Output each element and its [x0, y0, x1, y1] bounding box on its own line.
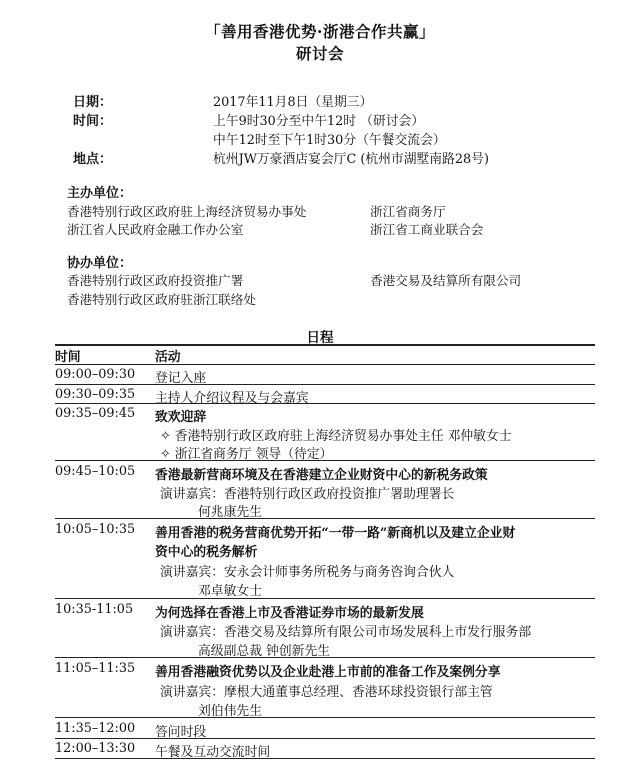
host-org: 香港特别行政区政府驻上海经济贸易办事处: [67, 204, 307, 219]
co-organizer-org: 香港特别行政区政府投资推广署: [67, 273, 244, 288]
row-activity-speaker: 演讲嘉宾：安永会计师事务所税务与商务咨询合伙人: [160, 565, 455, 580]
row-time: 09:00–09:30: [55, 367, 136, 382]
row-activity: 主持人介绍议程及与会嘉宾: [155, 391, 309, 406]
row-divider: [55, 738, 595, 739]
row-activity-item: ✧ 香港特别行政区政府驻上海经济贸易办事处主任 邓仲敏女士: [160, 429, 512, 444]
event-subtitle: 研讨会: [295, 44, 344, 63]
table-top-rule: [55, 344, 595, 346]
time-value-seminar: 上午9时30分至中午12时 （研讨会）: [213, 114, 425, 129]
row-time: 10:05–10:35: [55, 522, 136, 537]
place-value: 杭州JW万豪酒店宴会厅C (杭州市湖墅南路28号): [213, 152, 489, 167]
row-time: 09:45–10:05: [55, 464, 136, 479]
header-time: 时间: [55, 350, 81, 365]
row-activity-title: 善用香港融资优势以及企业赴港上市前的准备工作及案例分享: [155, 665, 501, 680]
co-organizers-label: 协办单位：: [67, 256, 133, 271]
row-time: 11:35–12:00: [55, 721, 136, 736]
row-divider: [55, 598, 595, 599]
time-label: 时间：: [73, 114, 113, 129]
row-activity-title: 致欢迎辞: [155, 410, 207, 425]
co-organizer-org: 香港特别行政区政府驻浙江联络处: [67, 292, 256, 307]
host-org: 浙江省工商业联合会: [370, 222, 484, 237]
co-organizer-org: 香港交易及结算所有限公司: [370, 273, 522, 288]
row-time: 12:00–13:30: [55, 741, 136, 756]
row-divider: [55, 403, 595, 404]
row-activity: 午餐及互动交流时间: [155, 745, 271, 760]
row-activity: 登记入座: [155, 371, 207, 386]
row-time: 09:35–09:45: [55, 406, 136, 421]
header-activity: 活动: [155, 350, 181, 365]
host-org: 浙江省商务厅: [370, 204, 446, 219]
row-divider: [55, 717, 595, 718]
row-activity: 答问时段: [155, 725, 207, 740]
row-activity-title: 为何选择在香港上市及香港证券市场的最新发展: [155, 606, 424, 621]
date-value: 2017年11月8日（星期三）: [213, 95, 373, 110]
date-label: 日期：: [73, 95, 113, 110]
time-value-lunch: 中午12时至下午1时30分（午餐交流会）: [213, 133, 446, 148]
row-divider: [55, 460, 595, 461]
row-activity-speaker-name: 何兆康先生: [198, 505, 262, 520]
table-bottom-rule: [55, 758, 595, 759]
row-divider: [55, 384, 595, 385]
row-divider: [55, 657, 595, 658]
row-activity-title: 资中心的税务解析: [155, 545, 258, 560]
place-label: 地点：: [73, 152, 113, 167]
row-time: 09:30–09:35: [55, 387, 136, 402]
row-activity-speaker: 演讲嘉宾：香港特别行政区政府投资推广署助理署长: [160, 487, 455, 502]
schedule-title: 日程: [306, 330, 334, 346]
row-time: 10:35-11:05: [55, 602, 134, 617]
hosts-label: 主办单位：: [67, 186, 133, 201]
row-activity-speaker-name: 邓卓敏女士: [198, 584, 262, 599]
row-activity-title: 善用香港的税务营商优势开拓“一带一路”新商机以及建立企业财: [155, 526, 516, 541]
host-org: 浙江省人民政府金融工作办公室: [67, 222, 244, 237]
row-activity-speaker: 演讲嘉宾：香港交易及结算所有限公司市场发展科上市发行服务部: [160, 625, 532, 640]
row-time: 11:05–11:35: [55, 661, 136, 676]
row-activity-title: 香港最新营商环境及在香港建立企业财资中心的新税务政策: [155, 468, 488, 483]
row-divider: [55, 518, 595, 519]
row-activity-speaker-name: 高级副总裁 钟创新先生: [198, 644, 331, 659]
row-activity-speaker-name: 刘伯伟先生: [198, 704, 262, 719]
row-divider: [55, 364, 595, 365]
row-activity-item: ✧ 浙江省商务厅 领导（待定）: [160, 447, 333, 462]
row-activity-speaker: 演讲嘉宾：摩根大通董事总经理、香港环球投资银行部主管: [160, 685, 493, 700]
event-title: 「善用香港优势·浙港合作共赢」: [205, 22, 435, 41]
